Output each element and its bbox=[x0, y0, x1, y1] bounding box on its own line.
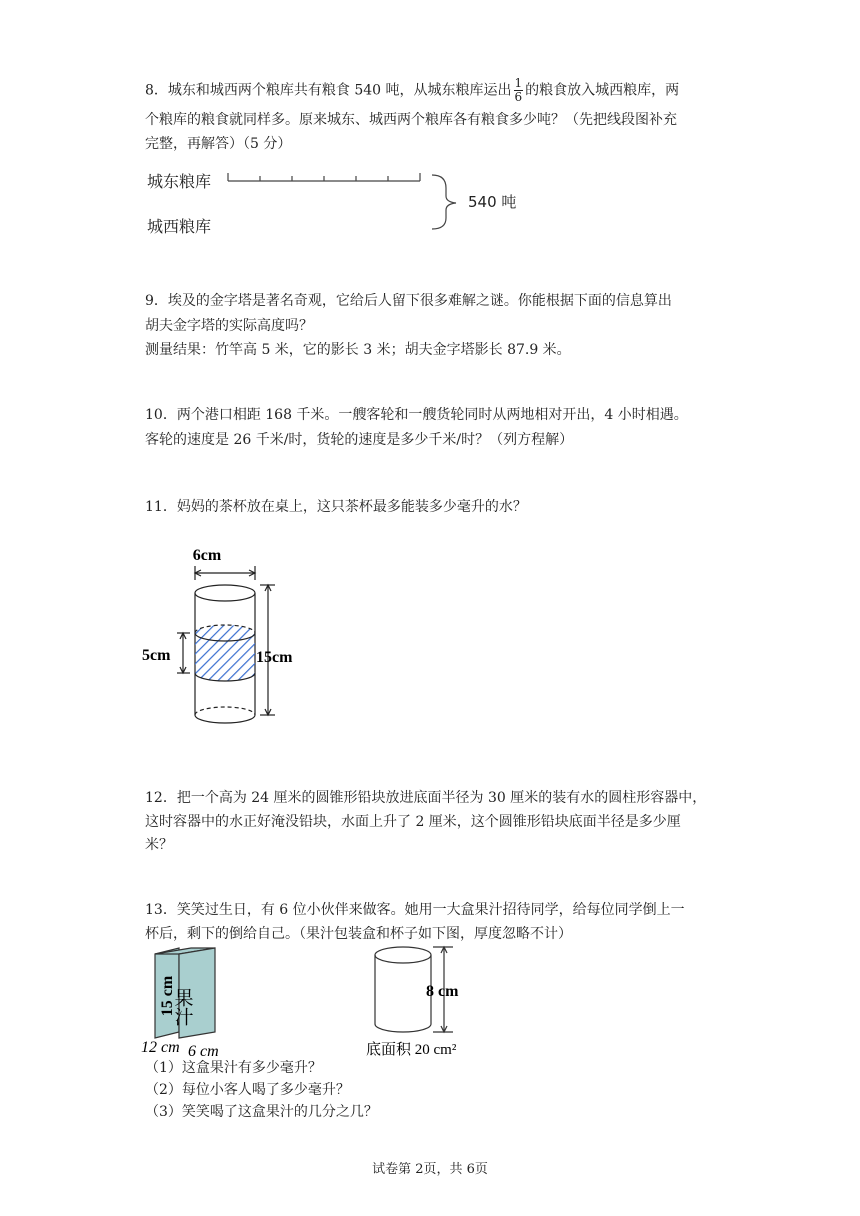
q10-line2: 客轮的速度是 26 千米/时，货轮的速度是多少千米/时？（列方程解） bbox=[145, 432, 574, 448]
box-width-label: 6 cm bbox=[188, 1043, 219, 1060]
diameter-label: 6cm bbox=[192, 547, 222, 564]
q9-line1: 9．埃及的金字塔是著名奇观，它给后人留下很多难解之谜。你能根据下面的信息算出 bbox=[145, 293, 672, 309]
q8-text-b: 的粮食放入城西粮库，两 bbox=[525, 82, 680, 99]
cup-bottom-back bbox=[195, 707, 255, 715]
juice-box-text: 果汁 bbox=[171, 988, 193, 1026]
q13-line1: 13．笑笑过生日，有 6 位小伙伴来做客。她用一大盒果汁招待同学，给每位同学倒上一 bbox=[145, 902, 685, 918]
fraction-denominator: 6 bbox=[514, 90, 523, 104]
total-label: 540 吨 bbox=[468, 193, 517, 211]
fraction-numerator: 1 bbox=[514, 76, 523, 90]
cup-bottom-front bbox=[195, 715, 255, 723]
box-length-label: 12 cm bbox=[141, 1039, 180, 1056]
q8-line2: 个粮库的粮食就同样多。原来城东、城西两个粮库各有粮食多少吨？（先把线段图补充 bbox=[145, 112, 677, 128]
q9-line2: 胡夫金字塔的实际高度吗？ bbox=[145, 318, 313, 334]
q8-text-a: 8．城东和城西两个粮库共有粮食 540 吨，从城东粮库运出 bbox=[145, 82, 512, 99]
q9-line3: 测量结果：竹竿高 5 米，它的影长 3 米；胡夫金字塔影长 87.9 米。 bbox=[145, 342, 571, 358]
teacup-figure bbox=[140, 540, 320, 730]
box-height-label: 15 cm bbox=[159, 975, 176, 1017]
q12-line1: 12．把一个高为 24 厘米的圆锥形铅块放进底面半径为 30 厘米的装有水的圆柱形容器中， bbox=[145, 790, 707, 806]
q13-sub3: （3）笑笑喝了这盒果汁的几分之几？ bbox=[145, 1104, 378, 1120]
hatched-band bbox=[195, 625, 255, 681]
page-footer: 试卷第 2页，共 6页 bbox=[372, 1162, 488, 1177]
cup-base-label: 底面积 20 cm² bbox=[366, 1042, 457, 1058]
cup-top-ellipse bbox=[195, 585, 255, 601]
total-brace bbox=[432, 175, 456, 229]
q10-line1: 10．两个港口相距 168 千米。一艘客轮和一艘货轮同时从两地相对开出，4 小时相遇。 bbox=[145, 407, 688, 423]
segment-diagram bbox=[0, 0, 860, 260]
west-granary-label: 城西粮库 bbox=[147, 217, 212, 236]
cup-bottom bbox=[375, 1024, 431, 1032]
q13-line2: 杯后，剩下的倒给自己。（果汁包装盒和杯子如下图，厚度忽略不计） bbox=[145, 926, 572, 942]
q13-sub1: （1）这盒果汁有多少毫升？ bbox=[145, 1060, 322, 1076]
cup-height-label: 15cm bbox=[256, 649, 293, 666]
east-granary-label: 城东粮库 bbox=[147, 172, 212, 191]
band-height-label: 5cm bbox=[142, 647, 171, 664]
cup-top-ellipse bbox=[375, 947, 431, 963]
q8-line3: 完整，再解答）（5 分） bbox=[145, 136, 292, 152]
q12-line3: 米？ bbox=[145, 837, 173, 853]
juice-and-cup-figure bbox=[135, 938, 500, 1063]
q13-sub2: （2）每位小客人喝了多少毫升？ bbox=[145, 1082, 350, 1098]
q11-line1: 11．妈妈的茶杯放在桌上，这只茶杯最多能装多少毫升的水？ bbox=[145, 499, 527, 515]
q12-line2: 这时容器中的水正好淹没铅块，水面上升了 2 厘米，这个圆锥形铅块底面半径是多少厘 bbox=[145, 814, 681, 830]
cup-height-label: 8 cm bbox=[426, 983, 459, 1000]
